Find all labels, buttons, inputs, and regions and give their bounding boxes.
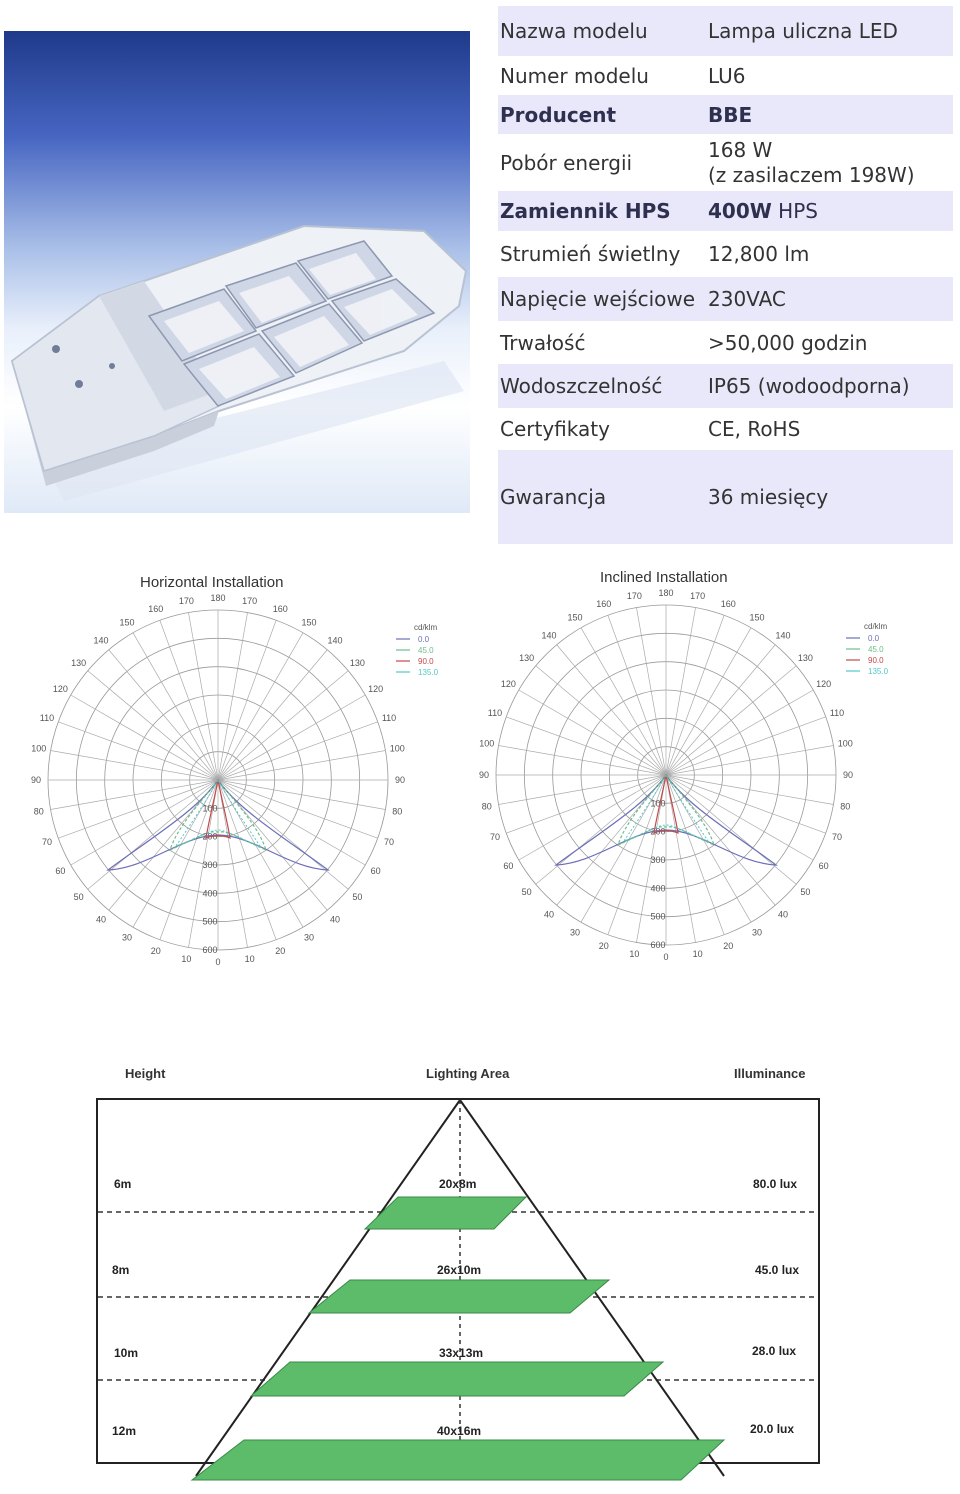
spec-label: Producent <box>498 95 706 134</box>
polar-radial-label: 300 <box>650 855 666 865</box>
polar-angle-label: 10 <box>181 954 192 965</box>
polar-angle-label: 160 <box>596 598 612 609</box>
polar-radial-label: 600 <box>650 940 666 950</box>
lighting-col-height: Height <box>125 1066 166 1081</box>
polar-angle-label: 110 <box>829 707 845 718</box>
lighting-area-label-10m: 33x13m <box>439 1346 484 1360</box>
polar-angle-label: 30 <box>751 927 763 938</box>
spec-value: Lampa uliczna LED <box>706 6 953 56</box>
polar-radial-label: 600 <box>202 945 218 955</box>
polar-angle-label: 120 <box>500 679 516 689</box>
polar-angle-label: 120 <box>816 679 832 689</box>
polar-angle-label: 170 <box>242 595 258 606</box>
polar-angle-label: 40 <box>329 914 340 925</box>
polar-angle-label: 10 <box>244 954 255 965</box>
spec-label: Strumień świetlny <box>500 242 681 266</box>
spec-value: BBE <box>706 95 953 134</box>
polar-angle-label: 80 <box>33 806 44 817</box>
polar-angle-label: 130 <box>71 658 87 669</box>
polar-angle-label: 60 <box>55 866 66 876</box>
polar-angle-label: 20 <box>598 941 609 952</box>
spec-value: 230VAC <box>706 277 953 321</box>
polar-angle-label: 130 <box>519 653 535 664</box>
polar-angle-label: 150 <box>749 612 765 623</box>
polar-legend-label: 45.0 <box>868 645 884 654</box>
polar-angle-label: 110 <box>39 712 55 723</box>
spec-value: IP65 (wodoodporna) <box>706 364 953 408</box>
spec-label: Numer modelu <box>500 63 649 88</box>
polar-legend-label: 45.0 <box>418 646 434 655</box>
polar-angle-label: 20 <box>723 941 734 952</box>
polar-angle-label: 100 <box>837 738 853 749</box>
lighting-lux-8m: 45.0 lux <box>755 1263 800 1277</box>
polar-legend-label: 90.0 <box>418 657 434 666</box>
polar-angle-label: 70 <box>489 832 500 843</box>
lighting-area-10m <box>251 1362 663 1396</box>
spec-value-line1: 168 W <box>708 137 773 162</box>
polar-angle-label: 30 <box>569 927 581 938</box>
polar-angle-label: 50 <box>800 886 811 897</box>
lighting-height-10m: 10m <box>114 1346 139 1360</box>
polar-angle-label: 110 <box>381 712 397 723</box>
polar-radial-label: 100 <box>650 798 666 809</box>
polar-angle-label: 20 <box>275 946 286 957</box>
polar-angle-label: 180 <box>658 588 674 598</box>
polar-angle-label: 30 <box>121 932 133 943</box>
polar-angle-label: 160 <box>272 603 288 614</box>
polar-angle-label: 70 <box>384 837 395 848</box>
lighting-col-area: Lighting Area <box>426 1066 510 1081</box>
spec-value: CE, RoHS <box>708 417 801 441</box>
polar-angle-label: 60 <box>370 866 381 876</box>
spec-value: >50,000 godzin <box>708 330 868 355</box>
polar-angle-label: 140 <box>541 630 557 641</box>
polar-angle-label: 10 <box>692 949 703 960</box>
polar-angle-label: 40 <box>96 914 107 925</box>
polar-angle-label: 20 <box>150 946 161 957</box>
polar-angle-label: 90 <box>478 770 490 780</box>
spec-label: Nazwa modelu <box>498 6 706 56</box>
polar-angle-label: 0 <box>663 952 669 962</box>
polar-angle-label: 90 <box>842 770 854 780</box>
polar-radial-label: 100 <box>202 803 218 814</box>
polar-angle-label: 40 <box>777 909 788 920</box>
polar-angle-label: 10 <box>629 949 640 960</box>
polar-legend-label: 0.0 <box>868 634 880 643</box>
polar-angle-label: 80 <box>840 801 851 812</box>
polar-angle-label: 30 <box>303 932 315 943</box>
polar-radial-label: 400 <box>650 883 666 894</box>
spec-value-main: 400W <box>708 199 772 223</box>
polar-angle-label: 140 <box>775 630 791 641</box>
polar-angle-label: 130 <box>349 658 365 669</box>
spec-value: LU6 <box>708 63 746 88</box>
lighting-height-12m: 12m <box>112 1424 137 1438</box>
polar-angle-label: 70 <box>41 837 52 848</box>
polar-angle-label: 50 <box>521 886 532 897</box>
lighting-lux-6m: 80.0 lux <box>753 1177 798 1191</box>
spec-value: 36 miesięcy <box>706 450 953 544</box>
polar-legend-title: cd/klm <box>414 623 438 632</box>
polar-angle-label: 180 <box>210 593 226 603</box>
polar-angle-label: 170 <box>626 590 642 601</box>
lighting-area-label-8m: 26x10m <box>437 1263 482 1277</box>
polar-angle-label: 120 <box>368 684 384 694</box>
polar-angle-label: 100 <box>389 743 405 754</box>
polar-angle-label: 60 <box>503 861 514 871</box>
polar-angle-label: 120 <box>52 684 68 694</box>
polar-legend-label: 135.0 <box>418 668 439 677</box>
lighting-area-8m <box>309 1280 609 1313</box>
polar-angle-label: 150 <box>119 617 135 628</box>
polar-angle-label: 100 <box>479 738 495 749</box>
spec-label: Trwałość <box>500 330 586 355</box>
lighting-height-6m: 6m <box>114 1177 132 1191</box>
polar-angle-label: 50 <box>73 891 84 902</box>
lighting-lux-12m: 20.0 lux <box>750 1422 795 1436</box>
polar-legend-label: 0.0 <box>418 635 430 644</box>
spec-label: Pobór energii <box>500 150 633 175</box>
polar-radial-label: 400 <box>202 888 218 899</box>
polar-angle-label: 170 <box>178 595 194 606</box>
spec-label: Gwarancja <box>498 450 706 544</box>
polar-angle-label: 80 <box>481 801 492 812</box>
lighting-area-label-12m: 40x16m <box>437 1424 482 1438</box>
lighting-area-12m <box>192 1440 724 1480</box>
lighting-lux-10m: 28.0 lux <box>752 1344 797 1358</box>
polar-angle-label: 160 <box>148 603 164 614</box>
polar-angle-label: 90 <box>394 775 406 785</box>
polar-angle-label: 130 <box>797 653 813 664</box>
polar-angle-label: 70 <box>832 832 843 843</box>
polar-angle-label: 60 <box>818 861 829 871</box>
spec-label: Zamiennik HPS <box>498 191 706 231</box>
spec-value-suffix: HPS <box>771 199 818 223</box>
spec-label: Wodoszczelność <box>498 364 706 408</box>
polar-angle-label: 0 <box>215 957 221 967</box>
polar-angle-label: 140 <box>93 635 109 646</box>
polar-angle-label: 150 <box>567 612 583 623</box>
spec-label: Napięcie wejściowe <box>498 277 706 321</box>
polar-angle-label: 40 <box>544 909 555 920</box>
polar-title-inclined: Inclined Installation <box>600 569 728 586</box>
lighting-height-8m: 8m <box>112 1263 130 1277</box>
lighting-area-label-6m: 20x8m <box>439 1177 477 1191</box>
polar-radial-label: 300 <box>202 860 218 870</box>
polar-angle-label: 90 <box>30 775 42 785</box>
polar-title-horizontal: Horizontal Installation <box>140 574 284 591</box>
polar-legend-label: 90.0 <box>868 656 884 665</box>
polar-angle-label: 100 <box>31 743 47 754</box>
polar-angle-label: 50 <box>352 891 363 902</box>
polar-legend-label: 135.0 <box>868 667 889 676</box>
spec-label: Certyfikaty <box>500 417 610 441</box>
spec-value-line2: (z zasilaczem 198W) <box>708 162 915 187</box>
polar-angle-label: 150 <box>301 617 317 628</box>
polar-angle-label: 160 <box>720 598 736 609</box>
lighting-col-illuminance: Illuminance <box>734 1066 806 1081</box>
polar-angle-label: 80 <box>392 806 403 817</box>
polar-angle-label: 140 <box>327 635 343 646</box>
polar-legend-title: cd/klm <box>864 622 888 631</box>
polar-radial-label: 200 <box>202 831 218 842</box>
spec-value: 12,800 lm <box>708 242 810 266</box>
polar-angle-label: 110 <box>487 707 503 718</box>
polar-radial-label: 200 <box>650 826 666 837</box>
polar-radial-label: 500 <box>202 916 218 927</box>
polar-angle-label: 170 <box>690 590 706 601</box>
polar-radial-label: 500 <box>650 911 666 922</box>
